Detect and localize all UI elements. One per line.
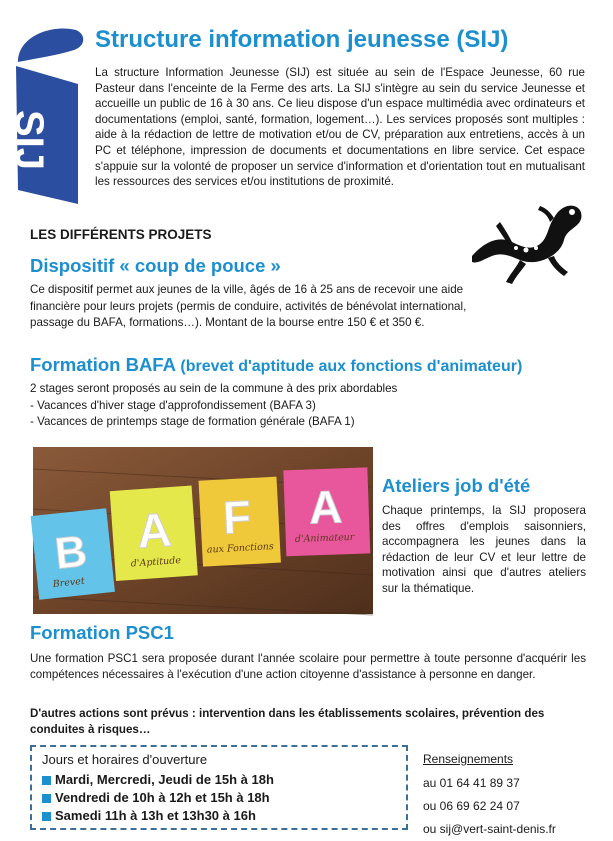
sij-logo-letters: SIJ bbox=[7, 109, 51, 171]
bafa-line: - Vacances de printemps stage de formation générale (BAFA 1) bbox=[30, 415, 355, 428]
opening-hours-line bbox=[42, 771, 396, 789]
square-bullet-icon bbox=[42, 776, 51, 785]
photo-caption: d'Animateur bbox=[294, 531, 355, 545]
job-ete-text: Chaque printemps, la SIJ proposera des offres d'emplois saisonniers, accompagnera les jeunes dans la rédaction de leur CV et leur lettre de motivation ainsi que d'autres ateliers sur la thématique. bbox=[382, 504, 586, 595]
opening-hours-title: Jours et horaires d'ouverture bbox=[42, 752, 208, 767]
psc1-title: Formation PSC1 bbox=[30, 622, 174, 643]
contact-phone-mobile: ou 06 69 62 24 07 bbox=[423, 799, 520, 813]
intro-paragraph: La structure Information Jeunesse (SIJ) est située au sein de l'Espace Jeunesse, 60 rue Pasteur dans l'enceinte de la Ferme des arts. La SIJ s'intègre au sein du service Jeunesse et accueille un public de 16 à 30 ans. Ce lieu dispose d'un espace multimédia avec ordinateurs et documentations (emploi, santé, formation, logement…). Les services proposés sont multiples : aide à la rédaction de lettre de motivation et/ou de CV, préparation aux entretiens, accès à un PC et téléphone, impression de documents et documentations en libre service. Cet espace s'appuie sur la volonté de proposer un service d'information et d'orientation tout en mutualisant les ressources des services et/ou institutions de proximité. bbox=[95, 66, 585, 189]
photo-letter: B bbox=[52, 526, 90, 579]
opening-hours-text: Vendredi de 10h à 12h et 15h à 18h bbox=[55, 790, 270, 805]
coup-de-pouce-line: Ce dispositif permet aux jeunes de la ville, âgés de 16 à 25 ans de recevoir une aide bbox=[30, 283, 464, 296]
job-ete-title: Ateliers job d'été bbox=[382, 475, 531, 496]
contact-phone: au 01 64 41 89 37 bbox=[423, 776, 520, 790]
square-bullet-icon bbox=[42, 794, 51, 803]
photo-caption: Brevet bbox=[52, 575, 86, 591]
bafa-line: 2 stages seront proposés au sein de la commune à des prix abordables bbox=[30, 382, 398, 395]
opening-hours-text: Samedi 11h à 13h et 13h30 à 16h bbox=[55, 808, 256, 823]
projects-heading: LES DIFFÉRENTS PROJETS bbox=[30, 227, 212, 242]
photo-letter: A bbox=[308, 480, 344, 534]
opening-hours-line bbox=[42, 807, 396, 825]
square-bullet-icon bbox=[42, 812, 51, 821]
bafa-line: - Vacances d'hiver stage d'approfondissement (BAFA 3) bbox=[30, 398, 316, 412]
photo-caption: aux Fonctions bbox=[206, 541, 275, 556]
contact-info bbox=[423, 752, 593, 841]
bafa-photo bbox=[33, 447, 373, 614]
coup-de-pouce-line: financière pour leurs projets (permis de conduire, activités de bénévolat international, bbox=[30, 299, 467, 313]
photo-caption: d'Aptitude bbox=[130, 555, 182, 570]
opening-hours-text: Mardi, Mercredi, Jeudi de 15h à 18h bbox=[55, 772, 274, 787]
photo-letter: F bbox=[221, 490, 253, 544]
coup-de-pouce-line: passage du BAFA, formations…). Montant de la bourse entre 150 € et 350 €. bbox=[30, 316, 425, 329]
contact-title: Renseignements bbox=[423, 752, 514, 766]
bafa-title bbox=[30, 354, 522, 376]
gecko-icon bbox=[466, 196, 588, 288]
coup-de-pouce-text bbox=[30, 282, 590, 332]
opening-hours-box bbox=[30, 745, 408, 830]
contact-email: ou sij@vert-saint-denis.fr bbox=[423, 822, 556, 836]
bafa-title-sub: (brevet d'aptitude aux fonctions d'animateur) bbox=[180, 358, 523, 375]
other-actions: D'autres actions sont prévus : intervention dans les établissements scolaires, prévention des conduites à risques… bbox=[30, 707, 545, 736]
bafa-title-main: Formation BAFA bbox=[30, 354, 176, 375]
bafa-text bbox=[30, 381, 590, 431]
page-title: Structure information jeunesse (SIJ) bbox=[95, 26, 509, 53]
psc1-text: Une formation PSC1 sera proposée durant l'année scolaire pour permettre à toute personne d'acquérir les compétences nécessaires à l'exécution d'une action citoyenne d'assistance à personne en danger. bbox=[30, 652, 586, 681]
opening-hours-line bbox=[42, 789, 396, 807]
photo-letter: A bbox=[135, 503, 174, 560]
coup-de-pouce-title: Dispositif « coup de pouce » bbox=[30, 255, 281, 276]
sij-logo bbox=[7, 22, 86, 204]
